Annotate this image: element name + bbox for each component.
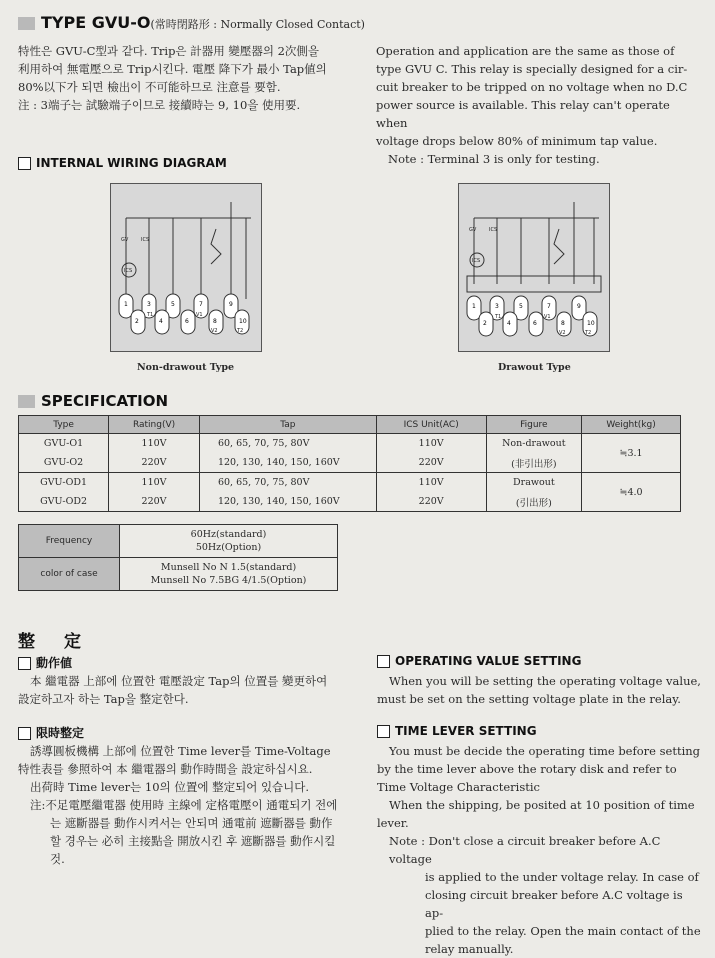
cell-type: GVU-O1 [19, 434, 109, 454]
cell-rating: 220V [109, 453, 200, 473]
time-kr-heading-row [18, 724, 84, 741]
ics-coil-label: ICS [124, 268, 133, 274]
non-drawout-caption: Non-drawout Type [137, 362, 235, 373]
time-en-line: Note : Don't close a circuit breaker before A.C voltage [389, 834, 661, 866]
terminal-number: 6 [185, 318, 189, 325]
cell-figure: (非引出形) [486, 453, 582, 473]
cell-type: GVU-O2 [19, 453, 109, 473]
op-en-heading-row [377, 654, 581, 668]
v2-label: V2 [559, 330, 566, 336]
time-en-text [377, 742, 702, 958]
terminal-number: 9 [577, 303, 581, 310]
time-en-line: closing circuit breaker before A.C voltage is ap- [425, 888, 683, 920]
page-title-row [18, 13, 365, 32]
time-kr-line: 出荷時 Time lever는 10의 位置에 整定되어 있습니다. [30, 780, 310, 794]
terminal-number: 7 [199, 301, 203, 308]
intro-en-line: type GVU C. This relay is specially designed for a cir- [376, 62, 688, 76]
terminal-number: 5 [171, 301, 175, 308]
time-kr-line: 할 경우는 必히 主接點을 開放시킨 후 遮斷器를 動作시킬 [50, 834, 336, 848]
op-kr-line: 本 繼電器 上部에 位置한 電壓設定 Tap의 位置를 變更하여 [30, 674, 328, 688]
color-value: Munsell No N 1.5(standard) [160, 562, 297, 573]
intro-en-line: Operation and application are the same as those of [376, 44, 675, 58]
time-en-line: When the shipping, be posited at 10 position of time [389, 798, 695, 812]
wiring-heading-row [18, 156, 227, 170]
time-en-heading: TIME LEVER SETTING [395, 724, 537, 738]
terminal-number: 10 [587, 320, 595, 327]
time-kr-line: 것. [50, 852, 65, 866]
cell-rating: 220V [109, 492, 200, 512]
col-header-ics: ICS Unit(AC) [376, 416, 486, 434]
spec-heading-row [18, 392, 168, 410]
op-en-line: When you will be setting the operating voltage value, [389, 674, 701, 688]
time-en-line: is applied to the under voltage relay. In case of [425, 870, 699, 884]
time-en-heading-row [377, 724, 537, 738]
frequency-value: 60Hz(standard) [190, 529, 267, 540]
gv-label: GV [469, 227, 477, 233]
drawout-caption: Drawout Type [498, 362, 571, 373]
terminal-number: 3 [147, 301, 151, 308]
spec-heading: SPECIFICATION [41, 392, 169, 410]
cell-figure: Drawout [486, 473, 582, 493]
checkbox-icon [18, 157, 31, 170]
intro-en-line: voltage drops below 80% of minimum tap value. [376, 134, 658, 148]
cell-figure: (引出形) [486, 492, 582, 512]
cell-rating: 110V [109, 434, 200, 454]
cell-tap: 60, 65, 70, 75, 80V [199, 434, 376, 454]
time-en-line: plied to the relay. Open the main contact of the [425, 924, 701, 938]
spec-header-row [19, 416, 681, 434]
time-kr-text [18, 742, 358, 868]
wiring-heading: INTERNAL WIRING DIAGRAM [36, 156, 227, 170]
terminal-number: 4 [159, 318, 163, 325]
ics-label: ICS [489, 227, 498, 233]
terminal-number: 1 [124, 301, 128, 308]
cell-tap: 120, 130, 140, 150, 160V [199, 453, 376, 473]
op-kr-heading: 動作値 [36, 656, 73, 670]
col-header-figure: Figure [486, 416, 582, 434]
checkbox-icon [18, 727, 31, 740]
op-en-text [377, 672, 702, 708]
intro-english [376, 42, 696, 168]
t2-label: T2 [585, 330, 592, 336]
cell-ics: 110V [376, 434, 486, 454]
cell-tap: 120, 130, 140, 150, 160V [199, 492, 376, 512]
frequency-label: Frequency [19, 525, 120, 558]
time-kr-line: 는 遮斷器를 動作시켜서는 안되며 通電前 遮斷器를 動作 [50, 816, 333, 830]
page-subtitle: (常時閉路形 : Normally Closed Contact) [150, 18, 365, 31]
terminal-number: 2 [135, 318, 139, 325]
checkbox-icon [377, 725, 390, 738]
cell-ics: 220V [376, 453, 486, 473]
checkbox-icon [377, 655, 390, 668]
table-row [19, 434, 681, 454]
v2-label: V2 [211, 328, 218, 334]
terminal-number: 5 [519, 303, 523, 310]
terminal-number: 8 [213, 318, 217, 325]
intro-kr-line: 特性은 GVU-C型과 같다. Trip은 計器用 變壓器의 2次側을 [18, 44, 320, 58]
op-kr-text [18, 672, 353, 708]
cell-weight: ≒3.1 [582, 434, 681, 473]
table-row [19, 453, 681, 473]
terminal-number: 10 [239, 318, 247, 325]
col-header-tap: Tap [199, 416, 376, 434]
cell-weight: ≒4.0 [582, 473, 681, 512]
intro-kr-line: 注 : 3端子는 試驗端子이므로 接續時는 9, 10을 使用要. [18, 98, 301, 112]
col-header-rating: Rating(V) [109, 416, 200, 434]
table-row [19, 558, 338, 591]
time-kr-heading: 限時整定 [36, 726, 85, 740]
frequency-color-table [18, 524, 338, 591]
op-kr-line: 設定하고자 하는 Tap을 整定한다. [18, 692, 189, 706]
intro-en-note: Note : Terminal 3 is only for testing. [388, 152, 600, 166]
time-kr-line: 特性表를 參照하여 本 繼電器의 動作時間을 設定하십시요. [18, 762, 313, 776]
col-header-type: Type [19, 416, 109, 434]
cell-rating: 110V [109, 473, 200, 493]
cell-ics: 110V [376, 473, 486, 493]
time-en-line: relay manually. [425, 942, 514, 956]
page-title: TYPE GVU-O [41, 13, 151, 32]
t1-label: T1 [495, 314, 502, 320]
spec-table [18, 415, 681, 512]
time-en-line: Time Voltage Characteristic [377, 780, 540, 794]
color-value: Munsell No 7.5BG 4/1.5(Option) [150, 575, 307, 586]
table-row [19, 473, 681, 493]
ics-coil-label: ICS [472, 258, 481, 264]
cell-type: GVU-OD2 [19, 492, 109, 512]
intro-korean [18, 42, 348, 114]
terminal-number: 8 [561, 320, 565, 327]
time-kr-line: 誘導圓板機構 上部에 位置한 Time lever를 Time-Voltage [30, 744, 331, 758]
time-en-line: lever. [377, 816, 409, 830]
intro-en-line: power source is available. This relay can't operate when [376, 98, 670, 130]
v1-label: V1 [544, 314, 551, 320]
time-en-line: by the time lever above the rotary disk and refer to [377, 762, 677, 776]
cell-type: GVU-OD1 [19, 473, 109, 493]
intro-kr-line: 利用하여 無電壓으로 Trip시킨다. 電壓 降下가 最小 Tap値의 [18, 62, 327, 76]
drawout-diagram [458, 183, 610, 352]
color-label: color of case [19, 558, 120, 591]
non-drawout-diagram [110, 183, 262, 352]
terminal-number: 1 [472, 303, 476, 310]
terminal-number: 3 [495, 303, 499, 310]
table-row [19, 492, 681, 512]
cell-figure: Non-drawout [486, 434, 582, 454]
cell-tap: 60, 65, 70, 75, 80V [199, 473, 376, 493]
checkbox-icon [18, 657, 31, 670]
col-header-weight: Weight(kg) [582, 416, 681, 434]
frequency-value: 50Hz(Option) [195, 542, 262, 553]
op-en-heading: OPERATING VALUE SETTING [395, 654, 582, 668]
terminal-number: 7 [547, 303, 551, 310]
section-marker-icon [18, 17, 35, 30]
color-values [120, 558, 338, 591]
intro-en-line: cuit breaker to be tripped on no voltage when no D.C [376, 80, 688, 94]
terminal-number: 9 [229, 301, 233, 308]
non-drawout-wiring-svg [111, 184, 261, 351]
t1-label: T1 [147, 312, 154, 318]
section-marker-icon [18, 395, 35, 408]
ics-label: ICS [141, 237, 150, 243]
drawout-wiring-svg [459, 184, 609, 351]
table-row [19, 525, 338, 558]
setting-heading: 整 定 [18, 632, 87, 652]
op-kr-heading-row [18, 654, 72, 671]
frequency-values [120, 525, 338, 558]
terminal-number: 2 [483, 320, 487, 327]
gv-label: GV [121, 237, 129, 243]
cell-ics: 220V [376, 492, 486, 512]
time-en-line: You must be decide the operating time before setting [389, 744, 701, 758]
time-kr-line: 注:不足電壓繼電器 使用時 主線에 定格電壓이 通電되기 전에 [30, 798, 338, 812]
op-en-line: must be set on the setting voltage plate in the relay. [377, 692, 681, 706]
v1-label: V1 [196, 312, 203, 318]
intro-kr-line: 80%以下가 되면 檢出이 不可能하므로 注意를 要함. [18, 80, 281, 94]
t2-label: T2 [237, 328, 244, 334]
terminal-number: 6 [533, 320, 537, 327]
terminal-number: 4 [507, 320, 511, 327]
